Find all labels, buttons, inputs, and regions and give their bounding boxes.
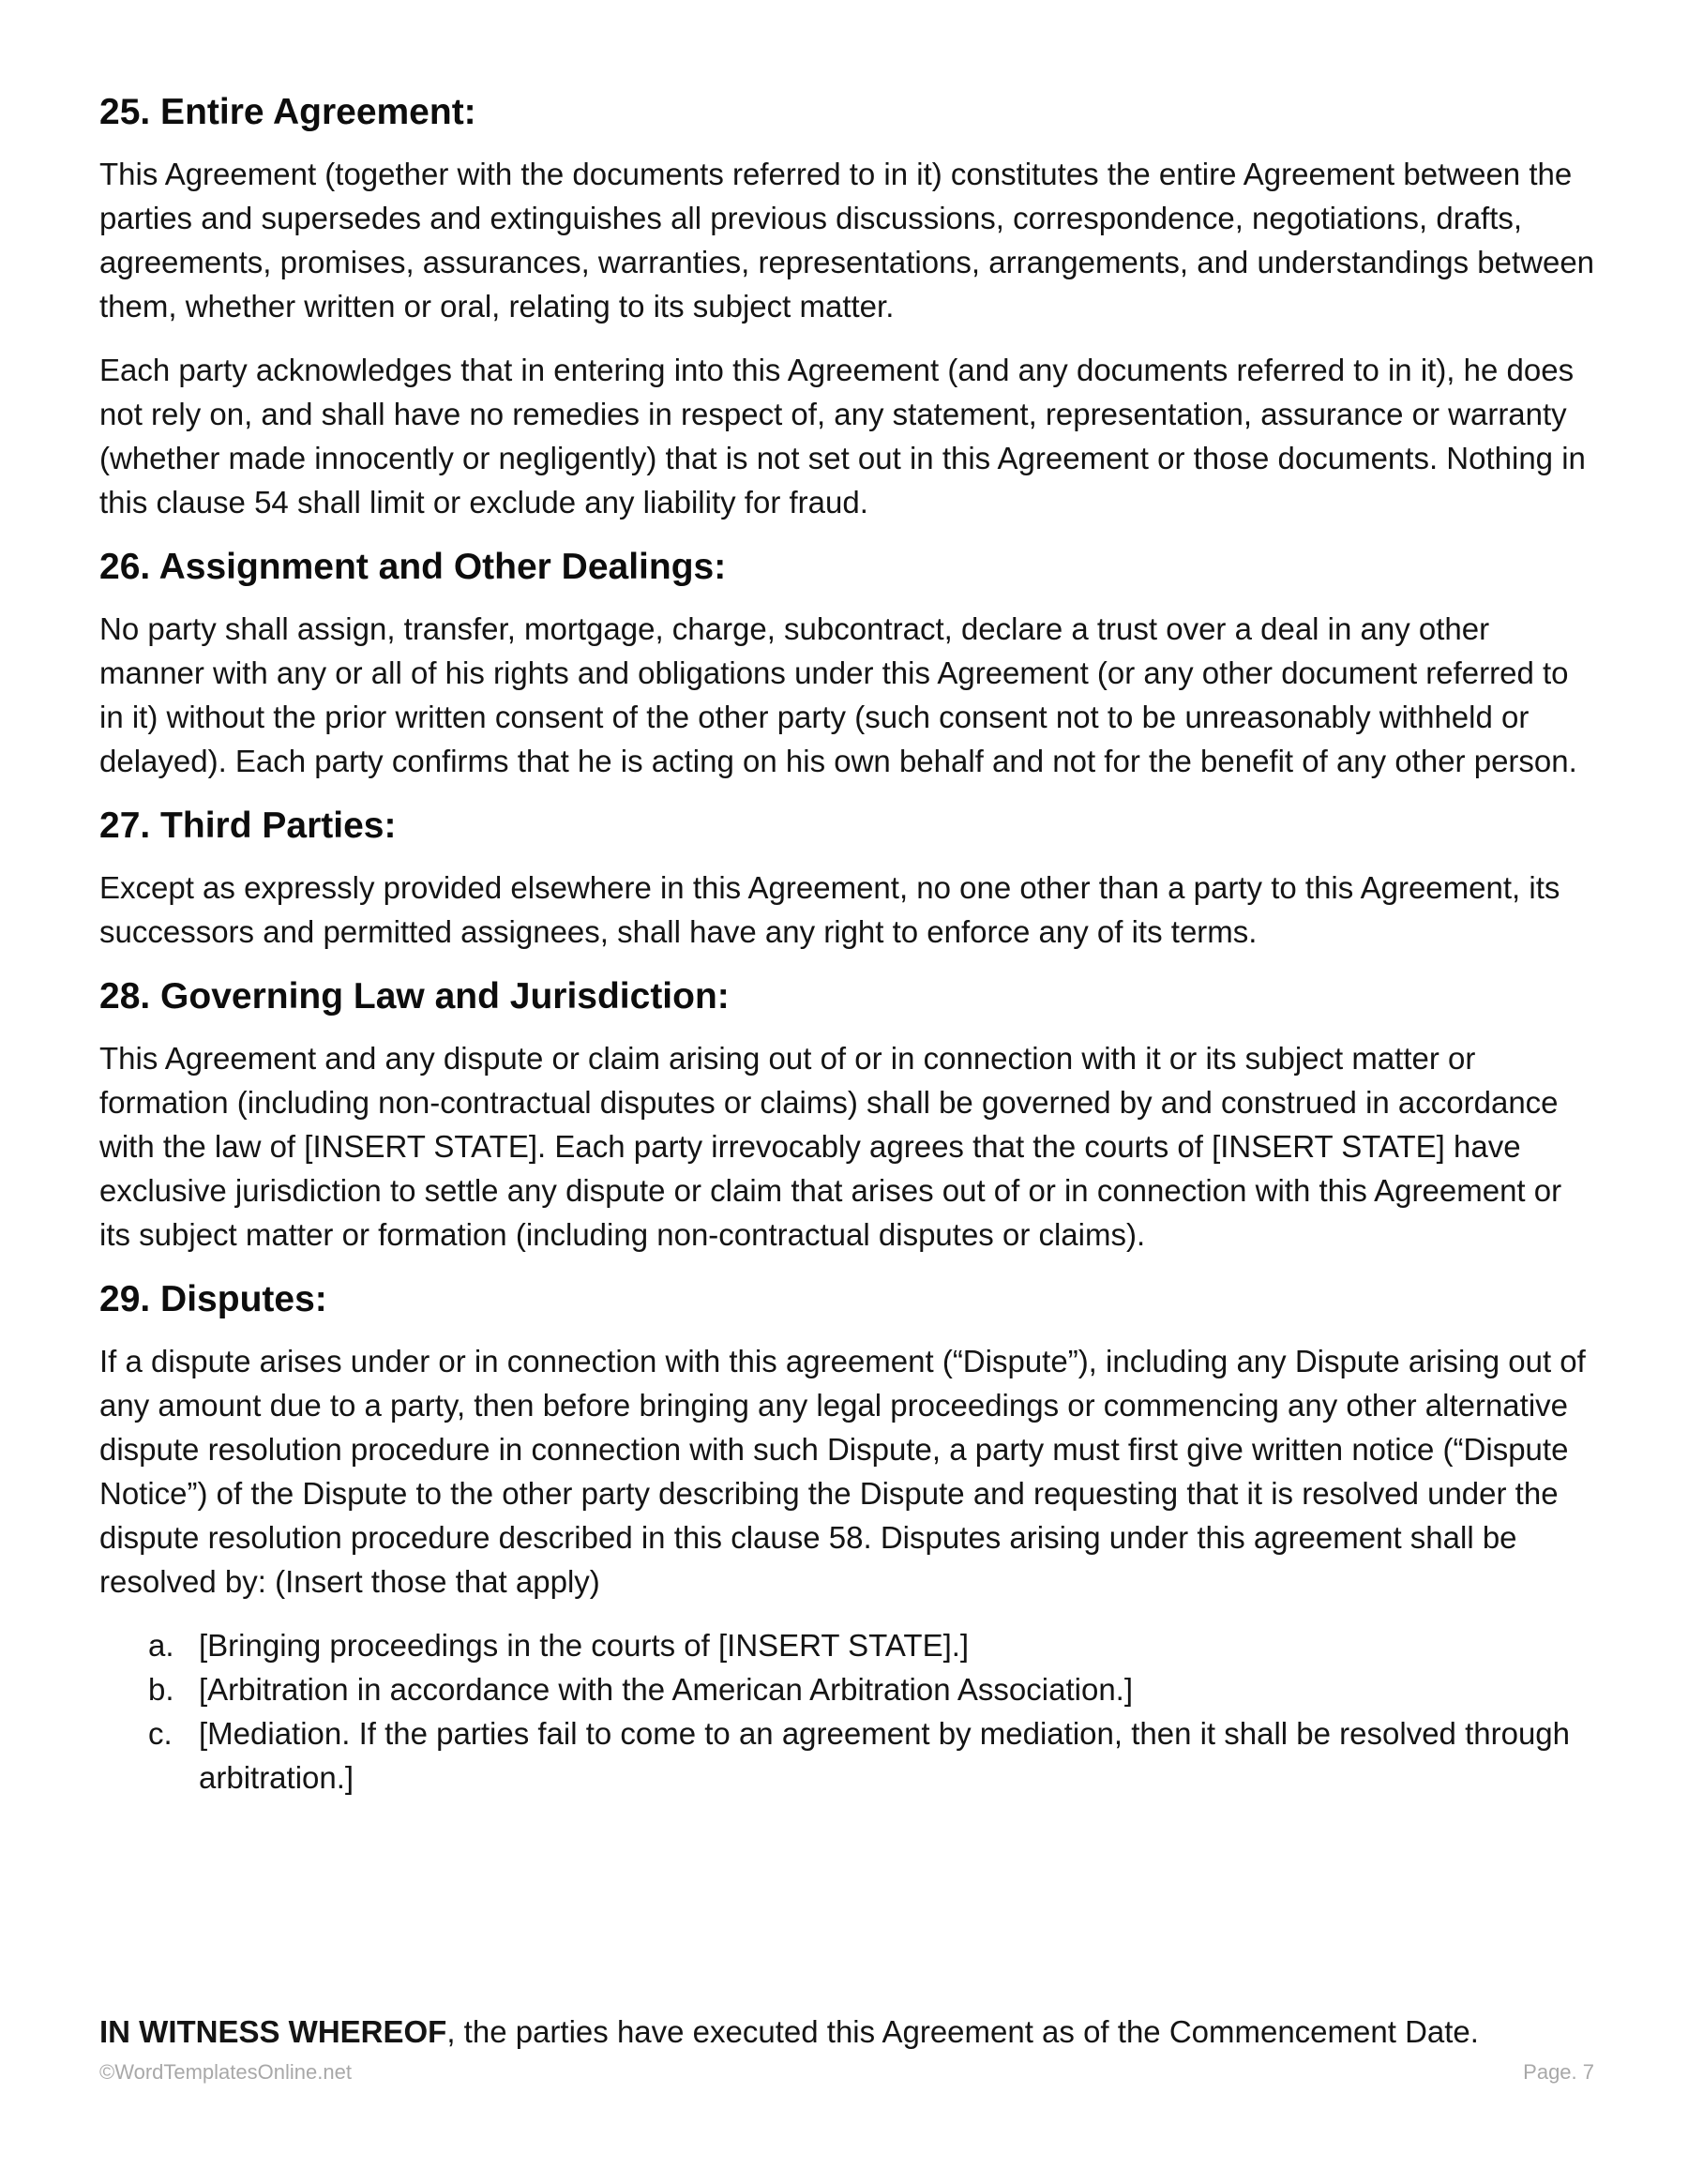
section-governing-law [99, 974, 1600, 1257]
section-entire-agreement [99, 90, 1600, 524]
list-marker: a. [148, 1628, 174, 1663]
section-paragraph: If a dispute arises under or in connection with this agreement (“Dispute”), including any Dispute arising out of any amount due to a party, then before bringing any legal proceedings or commencing any other alternative dispute resolution procedure in connection with such Dispute, a party must first give written notice (“Dispute Notice”) of the Dispute to the other party describing the Dispute and requesting that it is resolved under the dispute resolution procedure described in this clause 58. Disputes arising under this agreement shall be resolved by: (Insert those that apply) [99, 1344, 1586, 1599]
list-item [99, 1667, 1600, 1711]
section-heading: 27. Third Parties: [99, 806, 397, 846]
list-item-text: [Arbitration in accordance with the American Arbitration Association.] [199, 1672, 1134, 1707]
section-heading: 29. Disputes: [99, 1279, 327, 1319]
list-marker: b. [148, 1672, 174, 1707]
section-disputes [99, 1277, 1600, 1800]
witness-statement [99, 2010, 1637, 2054]
section-paragraph: This Agreement and any dispute or claim arising out of or in connection with it or its subject matter or formation (including non-contractual disputes or claims) shall be governed by and construed in accordance with the law of [INSERT STATE]. Each party irrevocably agrees that the courts of [INSERT STATE] have exclusive jurisdiction to settle any dispute or claim that arises out of or in connection with this Agreement or its subject matter or formation (including non-contractual disputes or claims). [99, 1041, 1562, 1252]
section-paragraph: Except as expressly provided elsewhere in this Agreement, no one other than a party to this Agreement, its successors and permitted assignees, shall have any right to enforce any of its terms. [99, 870, 1560, 949]
list-item-text: [Bringing proceedings in the courts of [INSERT STATE].] [199, 1628, 970, 1663]
list-item-text: [Mediation. If the parties fail to come to an agreement by mediation, then it shall be resolved through arbitration.] [199, 1716, 1571, 1795]
witness-text: , the parties have executed this Agreement as of the Commencement Date. [446, 2014, 1479, 2049]
list-item [99, 1711, 1600, 1800]
footer-copyright: ©WordTemplatesOnline.net [99, 2060, 352, 2084]
section-paragraph: Each party acknowledges that in entering into this Agreement (and any documents referred to in it), he does not rely on, and shall have no remedies in respect of, any statement, representation, assurance or warranty (whether made innocently or negligently) that is not set out in this Agreement or those documents. Nothing in this clause 54 shall limit or exclude any liability for fraud. [99, 353, 1586, 520]
dispute-options-list [99, 1623, 1600, 1800]
footer-page-number: Page. 7 [1523, 2060, 1594, 2084]
section-third-parties [99, 804, 1600, 954]
section-assignment [99, 545, 1600, 783]
section-heading: 28. Governing Law and Jurisdiction: [99, 976, 730, 1017]
list-item [99, 1623, 1600, 1667]
document-body [99, 90, 1600, 1820]
section-paragraph: No party shall assign, transfer, mortgage, charge, subcontract, declare a trust over a deal in any other manner with any or all of his rights and obligations under this Agreement (or any other document referred to in it) without the prior written consent of the other party (such consent not to be unreasonably withheld or delayed). Each party confirms that he is acting on his own behalf and not for the benefit of any other person. [99, 611, 1577, 778]
list-marker: c. [148, 1716, 173, 1751]
section-heading: 26. Assignment and Other Dealings: [99, 547, 727, 587]
witness-bold-text: IN WITNESS WHEREOF [99, 2014, 447, 2049]
section-paragraph: This Agreement (together with the documents referred to in it) constitutes the entire Agreement between the parties and supersedes and extinguishes all previous discussions, correspondence, negotiations, drafts, agreements, promises, assurances, warranties, representations, arrangements, and understandings between them, whether written or oral, relating to its subject matter. [99, 157, 1595, 324]
section-heading: 25. Entire Agreement: [99, 92, 476, 132]
